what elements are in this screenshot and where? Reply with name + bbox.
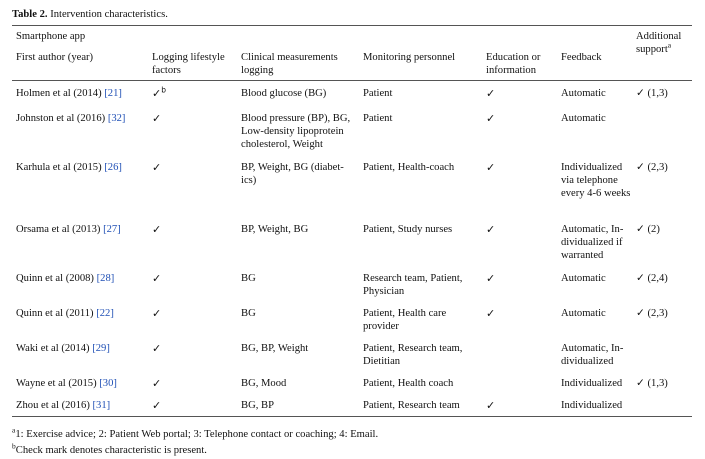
footnote-b: $^b$Check mark denotes characteristic is present. — [12, 441, 207, 456]
header-logging: Logging lifestyle factors — [152, 52, 225, 76]
header-education: Education or information — [486, 52, 541, 76]
reference-link[interactable]: [21] — [104, 88, 122, 99]
table-row-author — [16, 87, 122, 100]
header-support: Additional support$^a$ — [636, 31, 682, 55]
monitoring-personnel: Research team, Patient, Physician — [363, 273, 463, 297]
author-name: Wayne et al (2015) — [16, 378, 100, 389]
clinical-measurements: BG — [241, 308, 256, 319]
additional-support: ✓ (2,4) — [636, 273, 668, 284]
clinical-measurements: BG, BP — [241, 400, 274, 411]
clinical-measurements: Blood glucose (BG) — [241, 88, 327, 99]
bottom-rule — [12, 416, 692, 417]
monitoring-personnel: Patient, Health care provider — [363, 308, 447, 332]
table-row-author — [16, 112, 125, 125]
feedback: Automatic, In-dividualized — [561, 343, 624, 367]
logging-check-icon: ✓ — [152, 272, 162, 285]
feedback: Automatic — [561, 88, 606, 99]
feedback: Individualized — [561, 400, 623, 411]
logging-check-icon: ✓ — [152, 342, 162, 355]
reference-link[interactable]: [31] — [92, 400, 111, 411]
feedback: Automatic — [561, 308, 606, 319]
caption-label: Table 2. — [12, 9, 48, 20]
group-header: Smartphone app — [16, 31, 86, 42]
table-row-author — [16, 342, 110, 355]
feedback: Automatic, In-dividualized if warranted — [561, 224, 624, 261]
education-check-icon: ✓ — [486, 223, 496, 236]
additional-support: ✓ (1,3) — [636, 88, 668, 99]
author-name: Johnston et al (2016) — [16, 113, 108, 124]
footnote-a: $^a$1: Exercise advice; 2: Patient Web portal; 3: Telephone contact or coaching; 4: Email. — [12, 425, 379, 440]
clinical-measurements: BP, Weight, BG — [241, 224, 309, 235]
table-row-author — [16, 377, 117, 390]
reference-link[interactable]: [30] — [99, 378, 117, 389]
reference-link[interactable]: [28] — [96, 273, 115, 284]
monitoring-personnel: Patient, Health-coach — [363, 162, 455, 173]
logging-check-icon: ✓ — [152, 377, 162, 390]
reference-link[interactable]: [27] — [103, 224, 121, 235]
feedback: Individualized — [561, 378, 623, 389]
education-check-icon: ✓ — [486, 307, 496, 320]
table-caption — [12, 8, 168, 21]
reference-link[interactable]: [26] — [104, 162, 122, 173]
table-row-author — [16, 307, 114, 320]
header-clinical: Clinical measurements logging — [241, 52, 338, 76]
education-check-icon: ✓ — [486, 112, 496, 125]
clinical-measurements: BG, BP, Weight — [241, 343, 309, 354]
reference-link[interactable]: [22] — [96, 308, 114, 319]
additional-support: ✓ (2,3) — [636, 162, 668, 173]
table-row-author — [16, 272, 114, 285]
table-row-author — [16, 223, 121, 236]
education-check-icon: ✓ — [486, 399, 496, 412]
logging-check-icon: ✓ — [152, 112, 162, 125]
feedback: Automatic — [561, 113, 606, 124]
monitoring-personnel: Patient, Research team — [363, 400, 460, 411]
education-check-icon: ✓ — [486, 161, 496, 174]
monitoring-personnel: Patient, Research team, Dietitian — [363, 343, 463, 367]
monitoring-personnel: Patient — [363, 113, 393, 124]
header-rule — [12, 80, 692, 81]
monitoring-personnel: Patient — [363, 88, 393, 99]
feedback: Automatic — [561, 273, 606, 284]
additional-support: ✓ (2,3) — [636, 308, 668, 319]
logging-check-icon: ✓ — [152, 223, 162, 236]
additional-support: ✓ (2) — [636, 224, 660, 235]
logging-check-icon: ✓ — [152, 161, 162, 174]
author-name: Quinn et al (2008) — [16, 273, 97, 284]
logging-check-icon: ✓ — [152, 399, 162, 412]
monitoring-personnel: Patient, Study nurses — [363, 224, 453, 235]
reference-link[interactable]: [29] — [92, 343, 110, 354]
header-monitoring: Monitoring personnel — [363, 52, 456, 63]
author-name: Waki et al (2014) — [16, 343, 93, 354]
additional-support: ✓ (1,3) — [636, 378, 668, 389]
author-name: Quinn et al (2011) — [16, 308, 97, 319]
author-name: Karhula et al (2015) — [16, 162, 105, 173]
reference-link[interactable]: [32] — [107, 113, 126, 124]
logging-check-icon: ✓ — [152, 307, 162, 320]
clinical-measurements: BG, Mood — [241, 378, 287, 389]
author-name: Zhou et al (2016) — [16, 400, 93, 411]
author-name: Holmen et al (2014) — [16, 88, 105, 99]
education-check-icon: ✓ — [486, 87, 496, 100]
education-check-icon: ✓ — [486, 272, 496, 285]
caption-text: Intervention characteristics. — [50, 9, 168, 20]
top-rule — [12, 25, 692, 26]
author-name: Orsama et al (2013) — [16, 224, 104, 235]
table-row-author — [16, 161, 122, 174]
table-row-author — [16, 399, 110, 412]
logging-check-icon: ✓$^b$ — [152, 85, 166, 100]
feedback: Individualized via telephone every 4-6 weeks — [561, 162, 631, 199]
monitoring-personnel: Patient, Health coach — [363, 378, 454, 389]
clinical-measurements: BP, Weight, BG (diabet-ics) — [241, 162, 344, 186]
header-feedback: Feedback — [561, 52, 602, 63]
clinical-measurements: BG — [241, 273, 256, 284]
header-author: First author (year) — [16, 52, 94, 63]
clinical-measurements: Blood pressure (BP), BG, Low-density lipoprotein cholesterol, Weight — [241, 113, 351, 150]
